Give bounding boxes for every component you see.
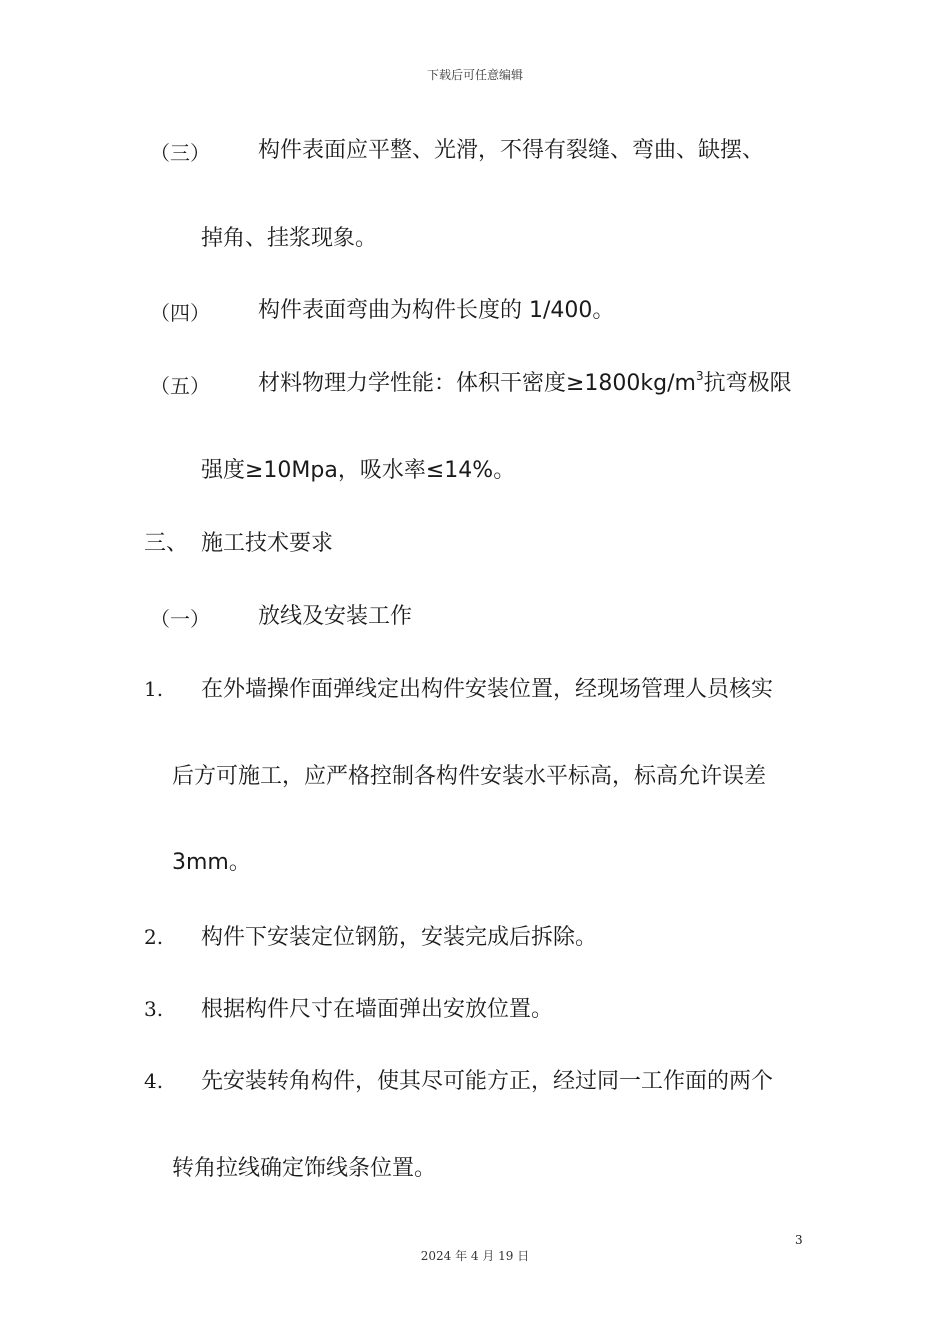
- page-header: 下载后可任意编辑: [426, 68, 523, 82]
- item-text: 根据构件尺寸在墙面弹出安放位置。: [201, 997, 554, 1022]
- item-continuation: 掉角、挂浆现象。: [201, 226, 378, 251]
- item-continuation: 强度≥10Mpa，吸水率≤14%。: [201, 458, 516, 483]
- superscript: 3: [695, 369, 704, 383]
- item-marker: （一）: [150, 607, 210, 631]
- item-marker: 4.: [144, 1069, 164, 1093]
- item-text: 构件下安装定位钢筋，安装完成后拆除。: [201, 925, 598, 950]
- item-text: 先安装转角构件，使其尽可能方正，经过同一工作面的两个: [201, 1069, 774, 1094]
- section-title: 施工技术要求: [201, 531, 334, 556]
- item-continuation: 3mm。: [172, 850, 251, 875]
- item-marker: （四）: [150, 301, 210, 325]
- item-marker: 2.: [144, 925, 164, 949]
- item-continuation: 转角拉线确定饰线条位置。: [172, 1156, 437, 1181]
- section-marker: 三、: [144, 531, 189, 556]
- item-text: 在外墙操作面弹线定出构件安装位置，经现场管理人员核实: [201, 677, 774, 702]
- page-number: 3: [795, 1233, 803, 1247]
- item-marker: （三）: [150, 141, 210, 165]
- item-marker: （五）: [150, 374, 210, 398]
- item-marker: 1.: [144, 677, 164, 701]
- item-text: 材料物理力学性能：体积干密度$\ge 1800kg/m^3$抗弯极限: [258, 369, 792, 396]
- footer-date: 2024 年 4 月 19 日: [420, 1249, 530, 1263]
- item-marker: 3.: [144, 997, 164, 1021]
- item-text: 构件表面弯曲为构件长度的 1/400。: [258, 298, 615, 323]
- item-text: 放线及安装工作: [258, 604, 413, 629]
- item-text: 构件表面应平整、光滑，不得有裂缝、弯曲、缺摆、: [258, 138, 765, 163]
- item-continuation: 后方可施工，应严格控制各构件安装水平标高，标高允许误差: [172, 764, 767, 789]
